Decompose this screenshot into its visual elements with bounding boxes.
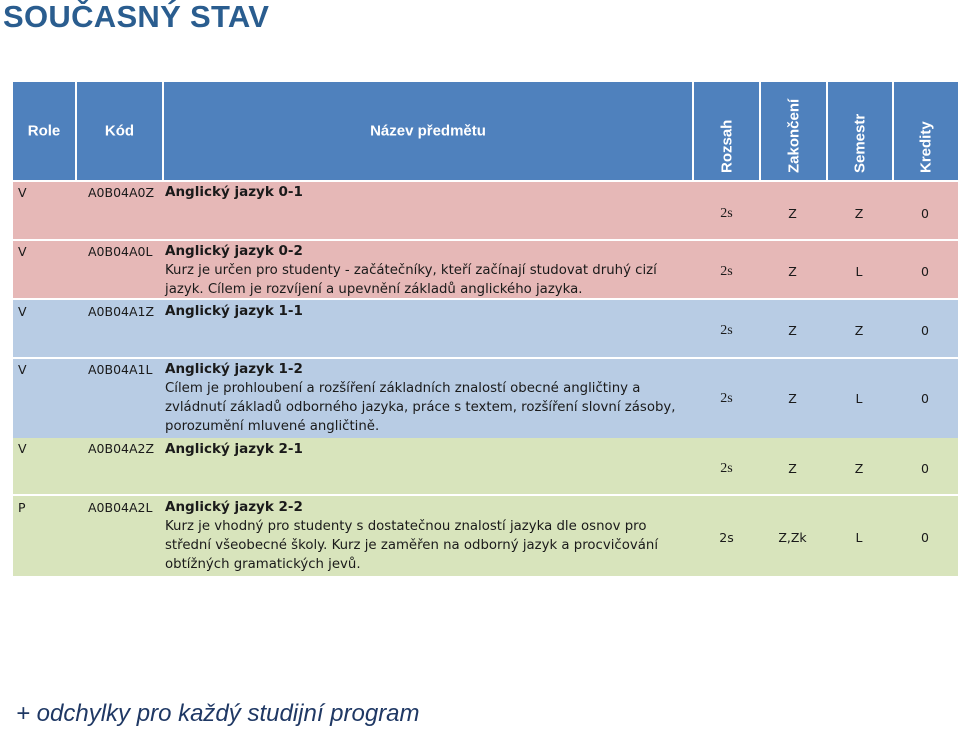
- row-2-zakonceni: Z: [788, 323, 797, 338]
- header-role: [13, 82, 75, 180]
- row-2-semestr: Z: [854, 323, 864, 338]
- row-3-kredity: 0: [921, 391, 929, 406]
- row-4-role: V: [18, 441, 27, 456]
- row-3-role: V: [18, 362, 27, 377]
- row-5-description: Kurz je vhodný pro studenty s dostatečnou znalostí jazyka dle osnov pro střední všeobecné školy. Kurz je zaměřen na odborný jazyk a procvičování obtížných gramatických jevů.: [165, 519, 659, 572]
- row-3-rozsah: 2s: [720, 391, 733, 406]
- row-3-zakonceni: Z: [788, 391, 797, 406]
- row-4-kredity: 0: [921, 461, 929, 476]
- row-4-semestr: Z: [854, 461, 864, 476]
- row-2-name: Anglický jazyk 1-1: [165, 303, 303, 319]
- row-2-role: V: [18, 304, 27, 319]
- header-semestr: [828, 82, 892, 180]
- row-2-name-cell: [165, 302, 690, 321]
- row-1-name: Anglický jazyk 0-2: [165, 243, 303, 259]
- row-2-values: [694, 323, 958, 339]
- row-2-rozsah: 2s: [720, 323, 733, 338]
- row-0-semestr: Z: [854, 206, 864, 221]
- row-3-values: [694, 391, 958, 407]
- row-1-code: A0B04A0L: [88, 244, 153, 259]
- header-zakonceni: [761, 82, 826, 180]
- header-name-label: Název předmětu: [370, 122, 486, 140]
- row-5-rozsah: 2s: [719, 530, 734, 545]
- page-title: SOUČASNÝ STAV: [3, 0, 270, 34]
- row-1-rozsah: 2s: [720, 264, 733, 279]
- row-4-values: [694, 461, 958, 477]
- row-3-code: A0B04A1L: [88, 362, 153, 377]
- row-1-description: Kurz je určen pro studenty - začátečníky, kteří začínají studovat druhý cizí jazyk. Cílem je rozvíjení a upevnění základů anglického jazyka.: [165, 263, 657, 297]
- row-3-semestr: L: [855, 391, 863, 406]
- header-role-label: Role: [27, 122, 61, 140]
- row-2-code: A0B04A1Z: [88, 304, 155, 319]
- header-code-label: Kód: [104, 122, 135, 140]
- row-0-role: V: [18, 185, 27, 200]
- row-1-semestr: L: [855, 264, 863, 279]
- row-5-name-cell: [165, 498, 665, 574]
- header-code: [77, 82, 162, 180]
- header-rozsah-label: Rozsah: [718, 119, 735, 173]
- row-3-description: Cílem je prohloubení a rozšíření základních znalostí obecné angličtiny a zvládnutí základů odborného jazyka, práce s textem, rozšíření slovní zásoby, porozumění mluvené angličtině.: [165, 381, 676, 434]
- row-5-kredity: 0: [921, 530, 929, 545]
- row-4-code: A0B04A2Z: [88, 441, 155, 456]
- header-kredity-label: Kredity: [917, 121, 935, 173]
- footer-note: + odchylky pro každý studijní program: [16, 700, 420, 727]
- header-name: [164, 82, 692, 180]
- row-0-name: Anglický jazyk 0-1: [165, 184, 303, 200]
- row-4-rozsah: 2s: [720, 461, 733, 476]
- row-1-kredity: 0: [921, 264, 929, 279]
- row-1-role: V: [18, 244, 27, 259]
- row-4-name-cell: [165, 440, 690, 459]
- row-0-values: [694, 206, 958, 222]
- row-0-rozsah: 2s: [720, 206, 733, 221]
- header-semestr-label: Semestr: [851, 113, 869, 173]
- row-0-name-cell: [165, 183, 690, 202]
- row-0-code: A0B04A0Z: [88, 185, 155, 200]
- row-4-name: Anglický jazyk 2-1: [165, 441, 303, 457]
- row-3-name-cell: [165, 360, 687, 436]
- row-2-kredity: 0: [921, 323, 929, 338]
- row-5-name: Anglický jazyk 2-2: [165, 499, 303, 515]
- row-3-name: Anglický jazyk 1-2: [165, 361, 303, 377]
- row-5-zakonceni: Z,Zk: [778, 530, 807, 545]
- header-kredity: [894, 82, 958, 180]
- header-zakonceni-label: Zakončení: [785, 98, 802, 173]
- row-1-values: [694, 264, 958, 280]
- header-rozsah: [694, 82, 759, 180]
- row-1-zakonceni: Z: [788, 264, 797, 279]
- row-5-role: P: [18, 500, 26, 515]
- row-5-code: A0B04A2L: [88, 500, 153, 515]
- row-1-name-cell: [165, 242, 685, 299]
- row-4-zakonceni: Z: [788, 461, 797, 476]
- row-5-values: [694, 530, 958, 545]
- row-5-semestr: L: [855, 530, 863, 545]
- row-0-kredity: 0: [921, 206, 929, 221]
- row-0-zakonceni: Z: [788, 206, 797, 221]
